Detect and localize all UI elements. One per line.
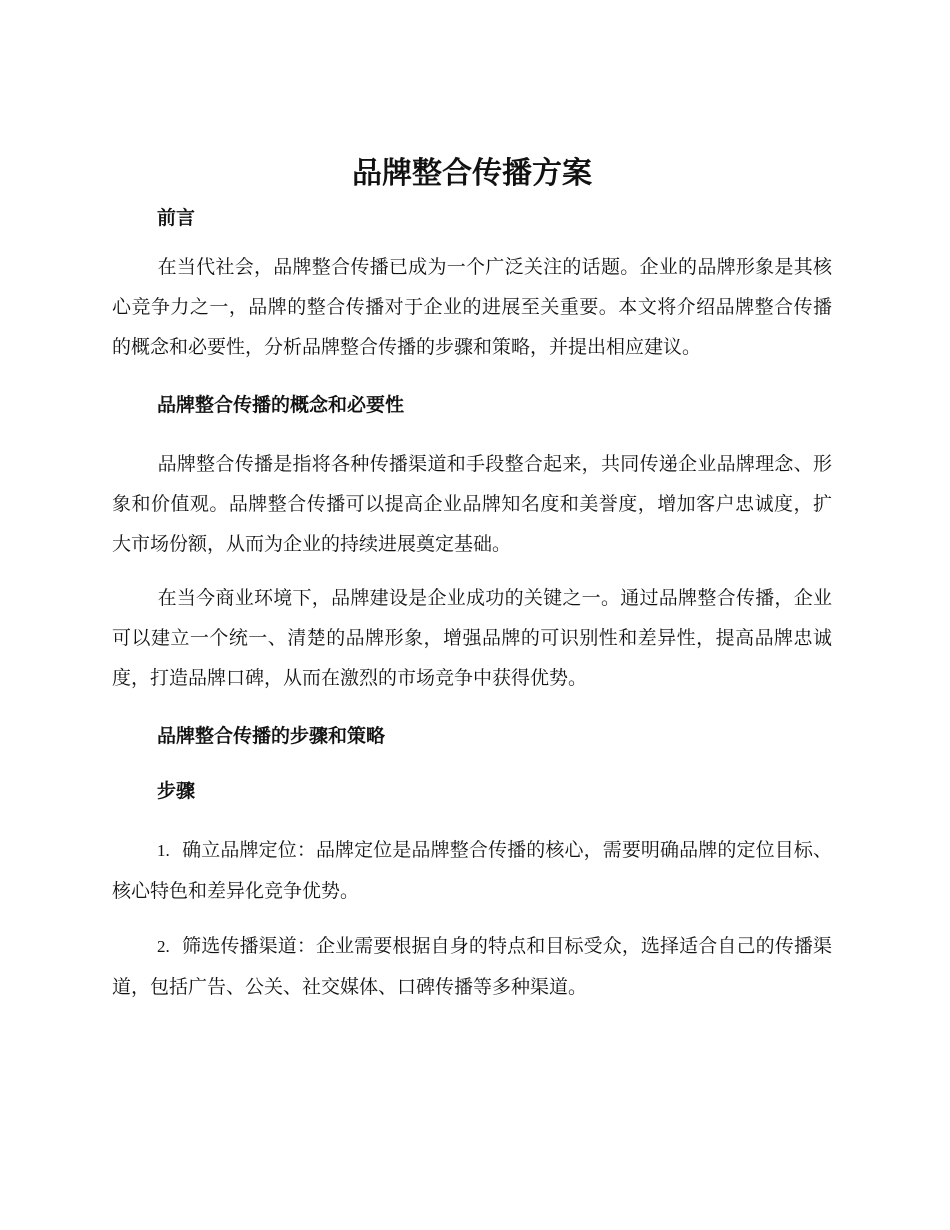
list-item-text: 确立品牌定位：品牌定位是品牌整合传播的核心，需要明确品牌的定位目标、核心特色和差异化竞争优势。 [112, 839, 832, 902]
section-heading-steps-strategy: 品牌整合传播的步骤和策略 [157, 725, 386, 747]
concept-paragraph-1: 品牌整合传播是指将各种传播渠道和手段整合起来，共同传递企业品牌理念、形象和价值观。品牌整合传播可以提高企业品牌知名度和美誉度，增加客户忠诚度，扩大市场份额，从而为企业的持续进展奠定基础。 [112, 453, 832, 555]
preface-paragraph: 在当代社会，品牌整合传播已成为一个广泛关注的话题。企业的品牌形象是其核心竞争力之一，品牌的整合传播对于企业的进展至关重要。本文将介绍品牌整合传播的概念和必要性，分析品牌整合传播的步骤和策略，并提出相应建议。 [112, 256, 832, 358]
list-item-number: 2. [157, 937, 170, 956]
list-item [112, 830, 832, 911]
concept-paragraph-2: 在当今商业环境下，品牌建设是企业成功的关键之一。通过品牌整合传播，企业可以建立一个统一、清楚的品牌形象，增强品牌的可识别性和差异性，提高品牌忠诚度，打造品牌口碑，从而在激烈的市场竞争中获得优势。 [112, 587, 832, 689]
subheading-steps: 步骤 [157, 780, 196, 802]
list-item-text: 筛选传播渠道：企业需要根据自身的特点和目标受众，选择适合自己的传播渠道，包括广告、公关、社交媒体、口碑传播等多种渠道。 [112, 935, 832, 998]
list-item [112, 926, 832, 1007]
document-title: 品牌整合传播方案 [352, 156, 592, 191]
section-heading-concept: 品牌整合传播的概念和必要性 [157, 394, 405, 416]
document-page [112, 150, 832, 1007]
section-heading-preface: 前言 [157, 207, 196, 229]
list-item-number: 1. [157, 841, 170, 860]
